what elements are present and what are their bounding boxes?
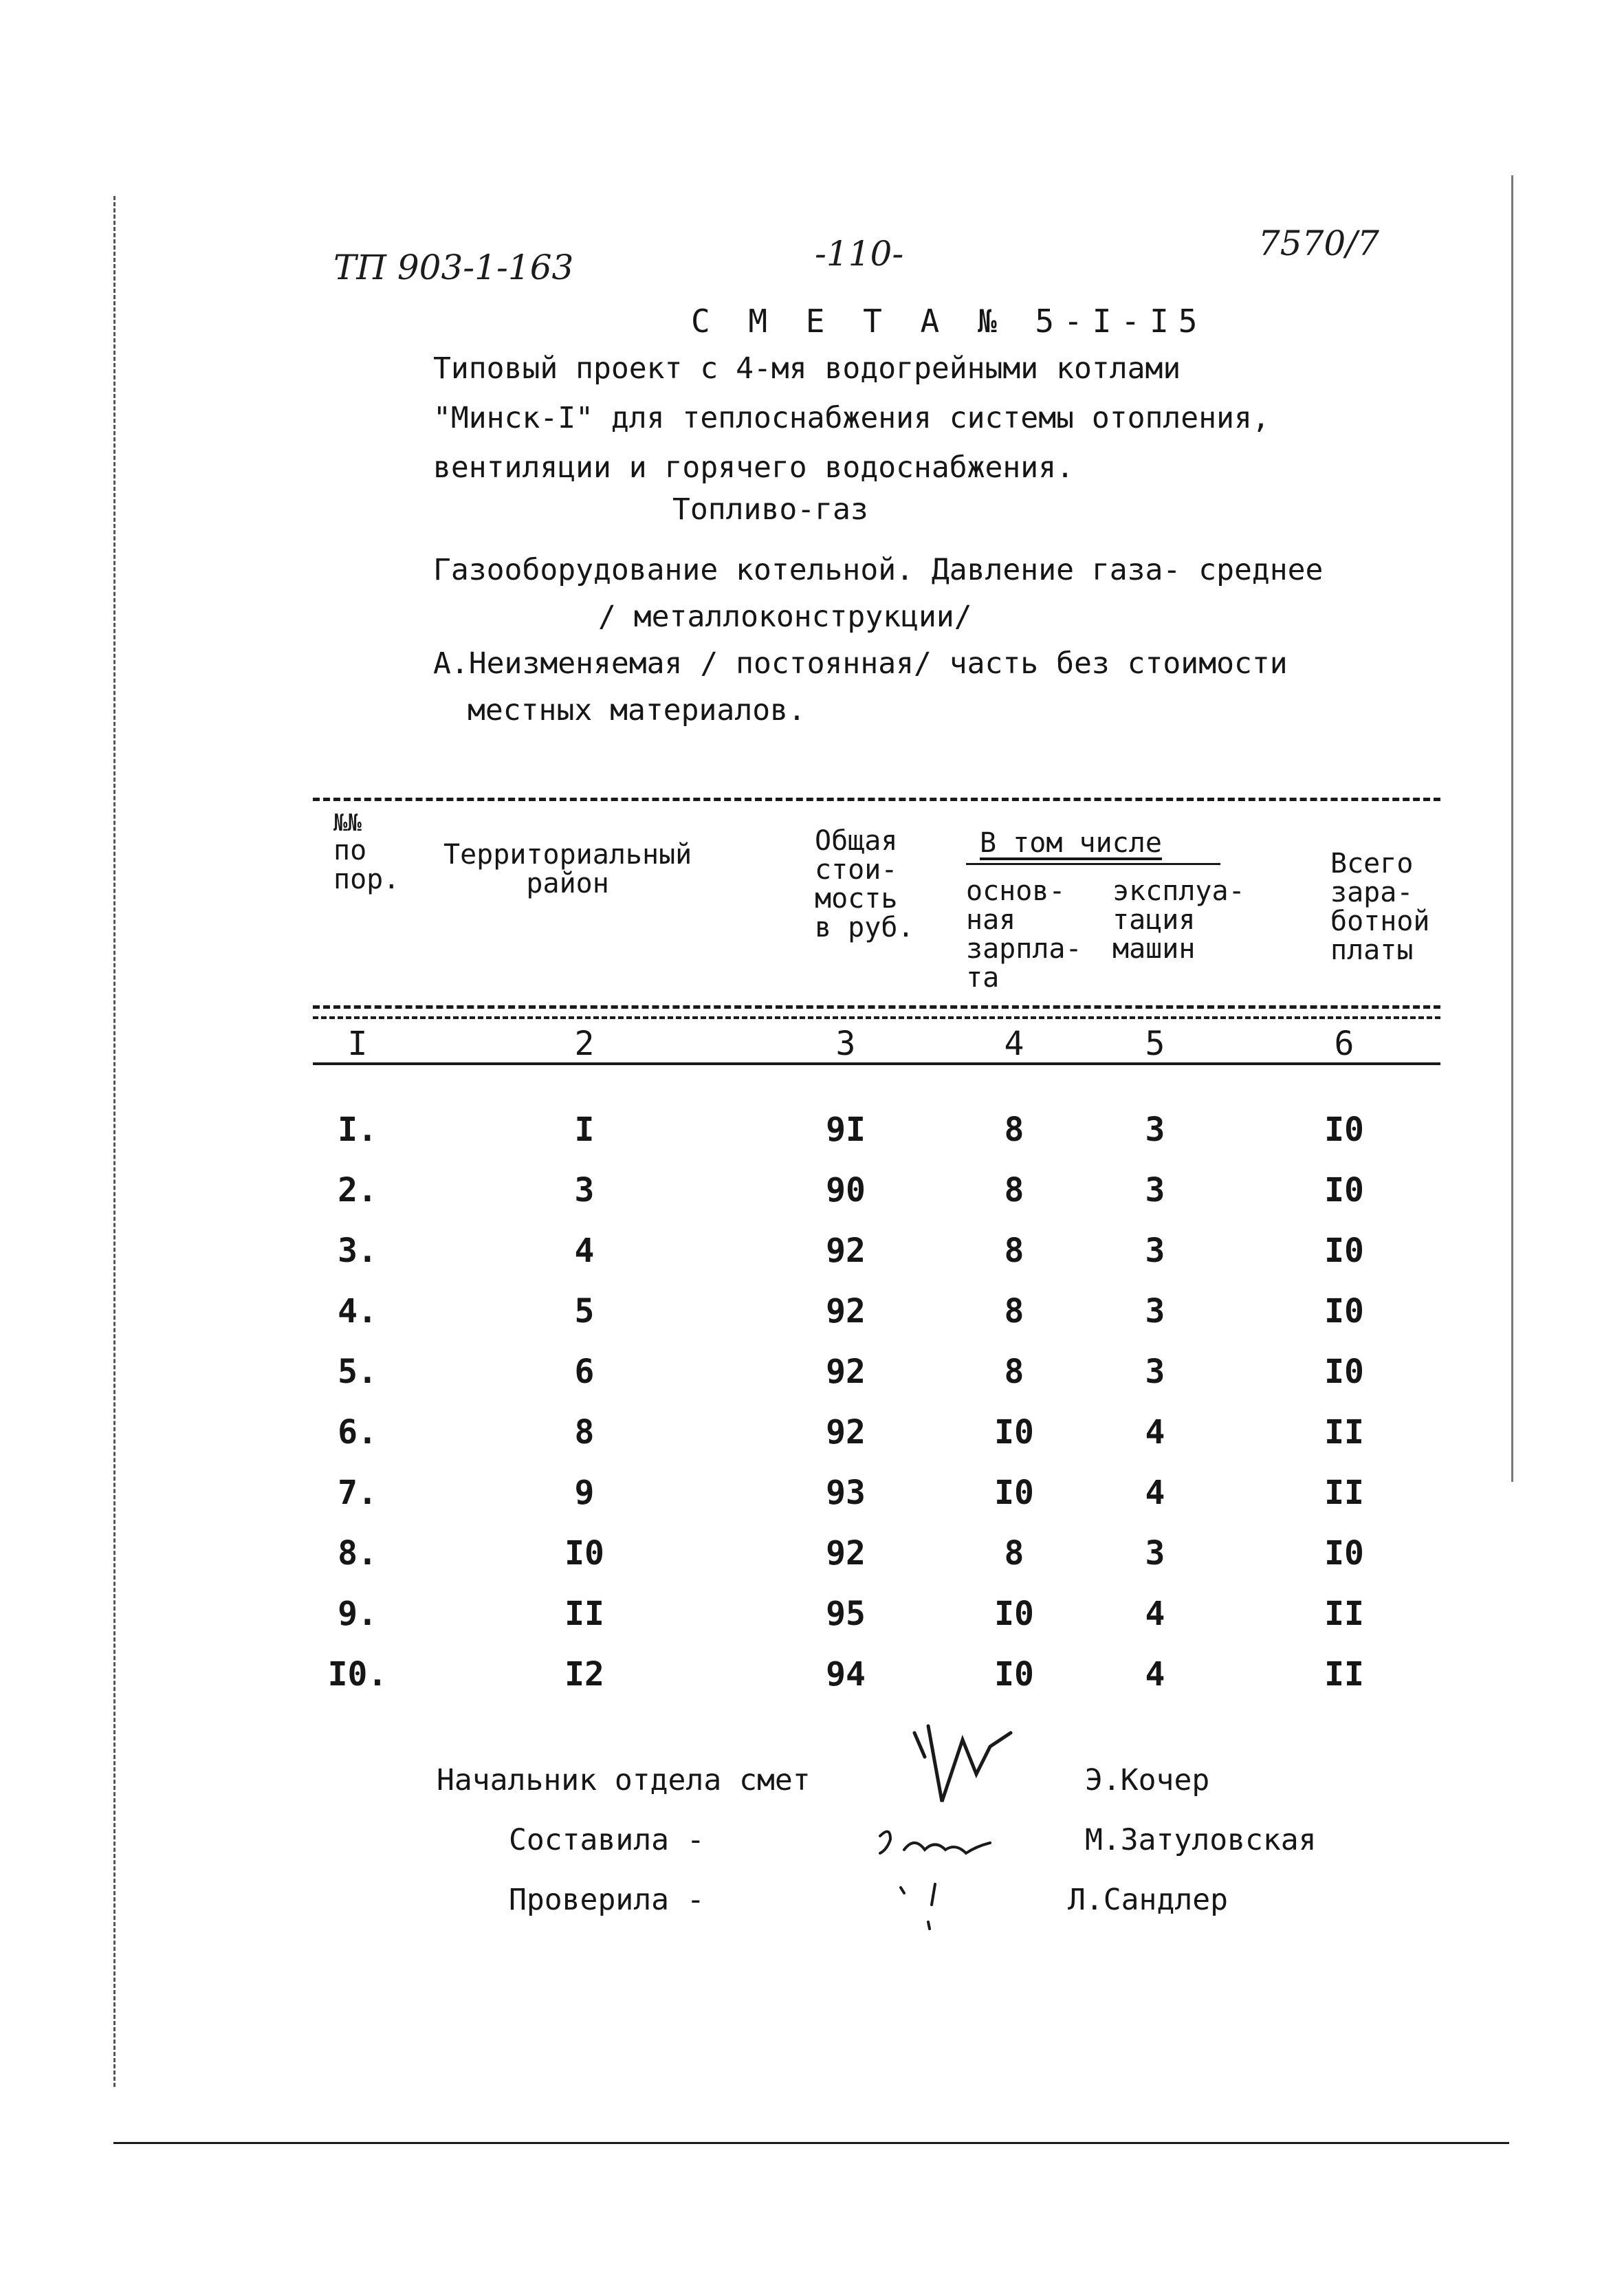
header-col4-line2: ная <box>966 904 1016 936</box>
table-cell: I0 <box>1324 1292 1364 1331</box>
table-cell: I0. <box>327 1655 388 1694</box>
header-col3-line3: мость <box>815 883 898 915</box>
table-cell: I0 <box>994 1595 1034 1633</box>
table-cell: 6. <box>338 1413 377 1452</box>
table-cell: I0 <box>1324 1353 1364 1391</box>
table-cell: II <box>1324 1595 1364 1633</box>
table-cell: 3. <box>338 1232 377 1270</box>
table-cell: 9I <box>826 1111 866 1149</box>
signature-name-2: М.Затуловская <box>1085 1823 1317 1857</box>
header-col6-line1: Всего <box>1330 848 1414 879</box>
table-cell: 5. <box>338 1353 377 1391</box>
header-col3 <box>815 827 914 942</box>
header-col1 <box>333 811 399 894</box>
table-cell: 3 <box>1145 1534 1165 1573</box>
table-cell: II <box>1324 1655 1364 1694</box>
table-cell: 9. <box>338 1595 377 1633</box>
part-line-2: местных материалов. <box>468 693 806 728</box>
colnum-2: 2 <box>574 1025 595 1063</box>
table-cell: 4. <box>338 1292 377 1331</box>
table-cell: 3 <box>1145 1232 1165 1270</box>
table-cell: 5 <box>574 1292 595 1331</box>
table-top-rule <box>313 798 1440 801</box>
header-col1-line2: по <box>333 834 367 866</box>
header-col4-line1: основ- <box>966 875 1066 907</box>
colnum-5: 5 <box>1145 1025 1165 1063</box>
table-cell: I2 <box>564 1655 604 1694</box>
colnum-6: 6 <box>1334 1025 1354 1063</box>
header-col3-line4: в руб. <box>815 912 914 943</box>
table-cell: 3 <box>1145 1353 1165 1391</box>
header-col6 <box>1330 849 1430 965</box>
header-col6-line2: зара- <box>1330 877 1414 908</box>
colnum-rule <box>313 1062 1440 1065</box>
header-col5 <box>1112 877 1245 963</box>
header-col3-line2: стои- <box>815 854 898 886</box>
header-group-rule <box>966 863 1220 865</box>
table-cell: I0 <box>1324 1232 1364 1270</box>
table-cell: 95 <box>826 1595 866 1633</box>
signature-scribble-2 <box>873 1815 1011 1877</box>
header-col1-line3: пор. <box>333 863 400 895</box>
table-cell: I0 <box>1324 1534 1364 1573</box>
section-line-2: / металлоконструкции/ <box>598 600 972 634</box>
header-col4-line4: та <box>966 962 1000 994</box>
table-cell: 92 <box>826 1534 866 1573</box>
colnum-1: I <box>347 1025 368 1063</box>
table-cell: 8 <box>1004 1232 1024 1270</box>
table-cell: 9 <box>574 1474 595 1512</box>
header-col5-line1: эксплуа- <box>1112 875 1245 907</box>
table-cell: I <box>574 1111 595 1149</box>
document-title: С М Е Т А № 5-I-I5 <box>691 303 1207 340</box>
signature-scribble-1 <box>901 1719 1031 1815</box>
table-cell: 8 <box>574 1413 595 1452</box>
header-col6-line3: ботной <box>1330 906 1430 937</box>
table-cell: 2. <box>338 1171 377 1210</box>
table-cell: 90 <box>826 1171 866 1210</box>
header-bottom-rule <box>313 1005 1440 1009</box>
description-line-2: "Минск-I" для теплоснабжения системы отопления, <box>433 401 1270 435</box>
table-cell: 4 <box>1145 1595 1165 1633</box>
header-col5-line3: машин <box>1112 933 1196 965</box>
table-cell: I0 <box>994 1655 1034 1694</box>
table-cell: 3 <box>574 1171 595 1210</box>
page-number: -110- <box>815 234 904 274</box>
left-margin-line <box>113 196 116 2087</box>
table-cell: 8 <box>1004 1292 1024 1331</box>
signature-role-1: Начальник отдела смет <box>437 1763 811 1797</box>
description-line-3: вентиляции и горячего водоснабжения. <box>433 450 1074 485</box>
part-line-1: А.Неизменяемая / постоянная/ часть без стоимости <box>433 646 1288 681</box>
table-cell: 8 <box>1004 1111 1024 1149</box>
signature-name-3: Л.Сандлер <box>1068 1883 1228 1917</box>
table-cell: 92 <box>826 1353 866 1391</box>
header-col4 <box>966 877 1082 992</box>
table-cell: 8 <box>1004 1353 1024 1391</box>
colnum-4: 4 <box>1004 1025 1024 1063</box>
table-cell: I0 <box>994 1474 1034 1512</box>
table-cell: 4 <box>574 1232 595 1270</box>
header-col1-line1: №№ <box>333 809 362 837</box>
table-cell: I0 <box>994 1413 1034 1452</box>
table-cell: I. <box>338 1111 377 1149</box>
fuel-line: Топливо-газ <box>672 492 868 527</box>
table-cell: 6 <box>574 1353 595 1391</box>
header-col6-line4: платы <box>1330 934 1414 966</box>
table-cell: 3 <box>1145 1171 1165 1210</box>
header-col4-line3: зарпла- <box>966 933 1082 965</box>
table-cell: 92 <box>826 1232 866 1270</box>
table-cell: I0 <box>1324 1171 1364 1210</box>
header-group: В том числе <box>980 827 1162 859</box>
sheet-code: 7570/7 <box>1258 223 1379 263</box>
header-col5-line2: тация <box>1112 904 1196 936</box>
table-cell: 3 <box>1145 1292 1165 1331</box>
signature-scribble-3 <box>887 1874 963 1936</box>
colnum-3: 3 <box>835 1025 856 1063</box>
header-col3-line1: Общая <box>815 825 898 857</box>
table-cell: 8 <box>1004 1534 1024 1573</box>
table-cell: 92 <box>826 1413 866 1452</box>
header-col2 <box>443 840 692 898</box>
signature-role-3: Проверила - <box>509 1883 705 1917</box>
signature-role-2: Составила - <box>509 1823 705 1857</box>
table-cell: 4 <box>1145 1474 1165 1512</box>
table-cell: II <box>1324 1413 1364 1452</box>
signature-name-1: Э.Кочер <box>1085 1763 1210 1797</box>
header-second-rule <box>313 1016 1440 1019</box>
table-cell: 8 <box>1004 1171 1024 1210</box>
table-cell: 94 <box>826 1655 866 1694</box>
table-cell: 4 <box>1145 1413 1165 1452</box>
project-code: ТП 903-1-163 <box>333 248 574 287</box>
table-cell: 7. <box>338 1474 377 1512</box>
table-cell: II <box>564 1595 604 1633</box>
table-cell: 3 <box>1145 1111 1165 1149</box>
table-cell: II <box>1324 1474 1364 1512</box>
table-cell: 8. <box>338 1534 377 1573</box>
header-col2-line1: Территориальный <box>443 839 692 871</box>
table-cell: I0 <box>564 1534 604 1573</box>
page-bottom-rule <box>113 2142 1509 2144</box>
table-cell: 4 <box>1145 1655 1165 1694</box>
description-line-1: Типовый проект с 4-мя водогрейными котлами <box>433 351 1181 386</box>
table-cell: 93 <box>826 1474 866 1512</box>
header-col2-line2: район <box>526 868 609 899</box>
table-cell: 92 <box>826 1292 866 1331</box>
right-margin-line <box>1511 175 1513 1482</box>
table-cell: I0 <box>1324 1111 1364 1149</box>
section-line-1: Газооборудование котельной. Давление газа- среднее <box>433 553 1324 587</box>
